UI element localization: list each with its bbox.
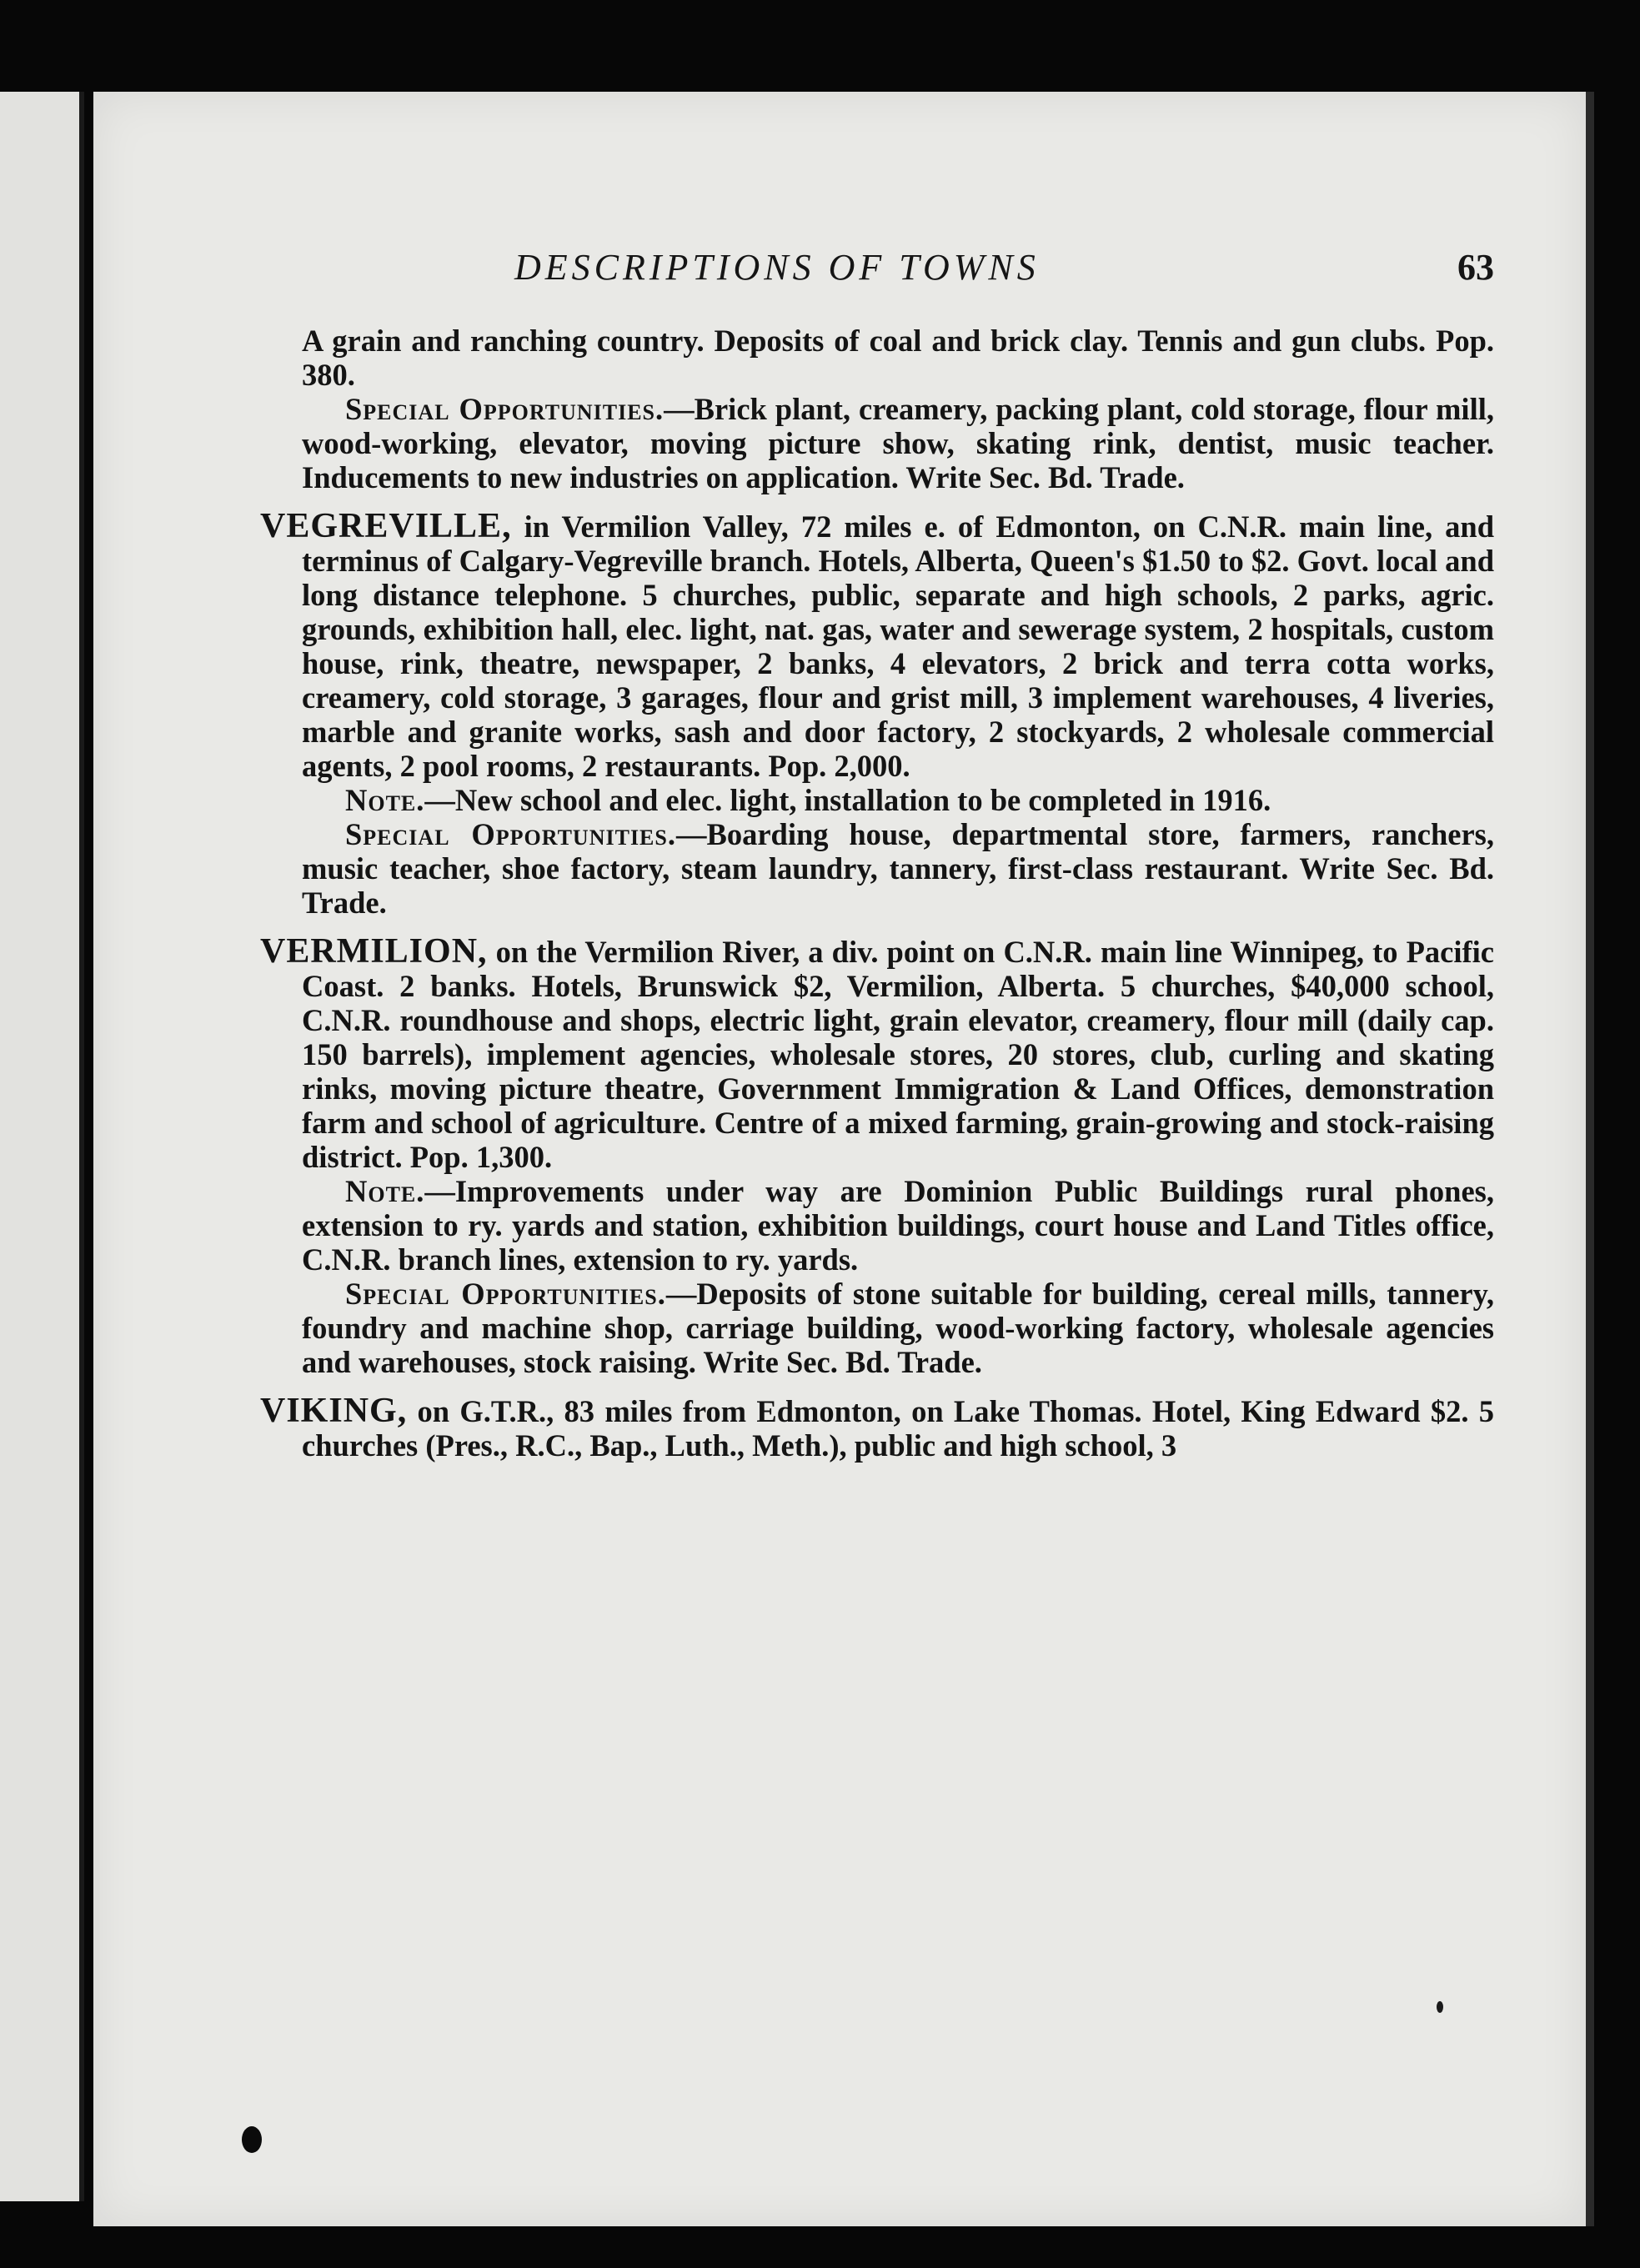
entry-note bbox=[260, 817, 1494, 920]
note-label: Special Opportunities. bbox=[345, 392, 665, 426]
ink-blot bbox=[242, 2126, 262, 2153]
adjacent-page-edge bbox=[0, 92, 84, 2201]
entry-text bbox=[260, 1394, 1494, 1463]
entry-note bbox=[260, 783, 1494, 817]
note-text: —Deposits of stone suitable for building, cereal mills, tannery, foundry and machine shop, carriage building, wood-working factory, wholesale agencies and warehouses, stock raising. Write Sec. Bd. Trade. bbox=[302, 1277, 1494, 1379]
note-label: Special Opportunities. bbox=[345, 817, 676, 851]
entry-description: on G.T.R., 83 miles from Edmonton, on Lake Thomas. Hotel, King Edward $2. 5 churches (Pres., R.C., Bap., Luth., Meth.), public and high school, 3 bbox=[302, 1394, 1494, 1463]
town-name: VEGREVILLE, bbox=[260, 507, 512, 545]
running-head: DESCRIPTIONS OF TOWNS bbox=[514, 247, 1040, 288]
note-text: —New school and elec. light, installation to be completed in 1916. bbox=[424, 783, 1271, 817]
note-label: Note. bbox=[345, 783, 425, 817]
page-body bbox=[260, 324, 1494, 1478]
entry-continued bbox=[260, 324, 1494, 494]
entry-description: in Vermilion Valley, 72 miles e. of Edmonton, on C.N.R. main line, and terminus of Calgary-Vegreville branch. Hotels, Alberta, Queen's $1.50 to $2. Govt. local and long distance telephone. 5 churches, public, separate and high schools, 2 parks, agric. grounds, exhibition hall, elec. light, nat. gas, water and sewerage system, 2 hospitals, custom house, rink, theatre, newspaper, 2 banks, 4 elevators, 2 brick and terra cotta works, creamery, cold storage, 3 garages, flour and grist mill, 3 implement warehouses, 4 liveries, marble and granite works, sash and door factory, 2 stockyards, 2 wholesale commercial agents, 2 pool rooms, 2 restaurants. Pop. 2,000. bbox=[302, 509, 1494, 783]
entry-text: A grain and ranching country. Deposits of coal and brick clay. Tennis and gun clubs. Pop. 380. bbox=[302, 324, 1494, 392]
entry-viking bbox=[260, 1394, 1494, 1463]
note-text: —Boarding house, departmental store, farmers, ranchers, music teacher, shoe factory, steam laundry, tannery, first-class restaurant. Write Sec. Bd. Trade. bbox=[302, 817, 1494, 920]
entry-note bbox=[260, 1277, 1494, 1379]
ink-speck bbox=[1437, 2001, 1443, 2013]
town-name: VIKING, bbox=[260, 1392, 408, 1430]
entry-text bbox=[260, 932, 1494, 1174]
page-number: 63 bbox=[1457, 247, 1494, 288]
town-name: VERMILION, bbox=[260, 932, 488, 971]
entry-description: on the Vermilion River, a div. point on C.N.R. main line Winnipeg, to Pacific Coast. 2 banks. Hotels, Brunswick $2, Vermilion, Alberta. 5 churches, $40,000 school, C.N.R. roundhouse and shops, electric light, grain elevator, creamery, flour mill (daily cap. 150 barrels), implement agencies, wholesale stores, 20 stores, club, curling and skating rinks, moving picture theatre, Government Immigration & Land Offices, demonstration farm and school of agriculture. Centre of a mixed farming, grain-growing and stock-raising district. Pop. 1,300. bbox=[302, 935, 1494, 1174]
note-label: Note. bbox=[345, 1174, 425, 1208]
entry-vegreville bbox=[260, 509, 1494, 920]
entry-note bbox=[260, 392, 1494, 494]
note-text: —Improvements under way are Dominion Public Buildings rural phones, extension to ry. yards and station, exhibition buildings, court house and Land Titles office, C.N.R. branch lines, extension to ry. yards. bbox=[302, 1174, 1494, 1277]
entry-vermilion bbox=[260, 932, 1494, 1379]
entry-note bbox=[260, 1174, 1494, 1277]
note-text: —Brick plant, creamery, packing plant, cold storage, flour mill, wood-working, elevator, moving picture show, skating rink, dentist, music teacher. Inducements to new industries on application. Write Sec. Bd. Trade. bbox=[302, 392, 1494, 494]
page-header bbox=[93, 246, 1494, 321]
note-label: Special Opportunities. bbox=[345, 1277, 666, 1311]
entry-text bbox=[260, 509, 1494, 783]
book-page bbox=[93, 92, 1594, 2226]
